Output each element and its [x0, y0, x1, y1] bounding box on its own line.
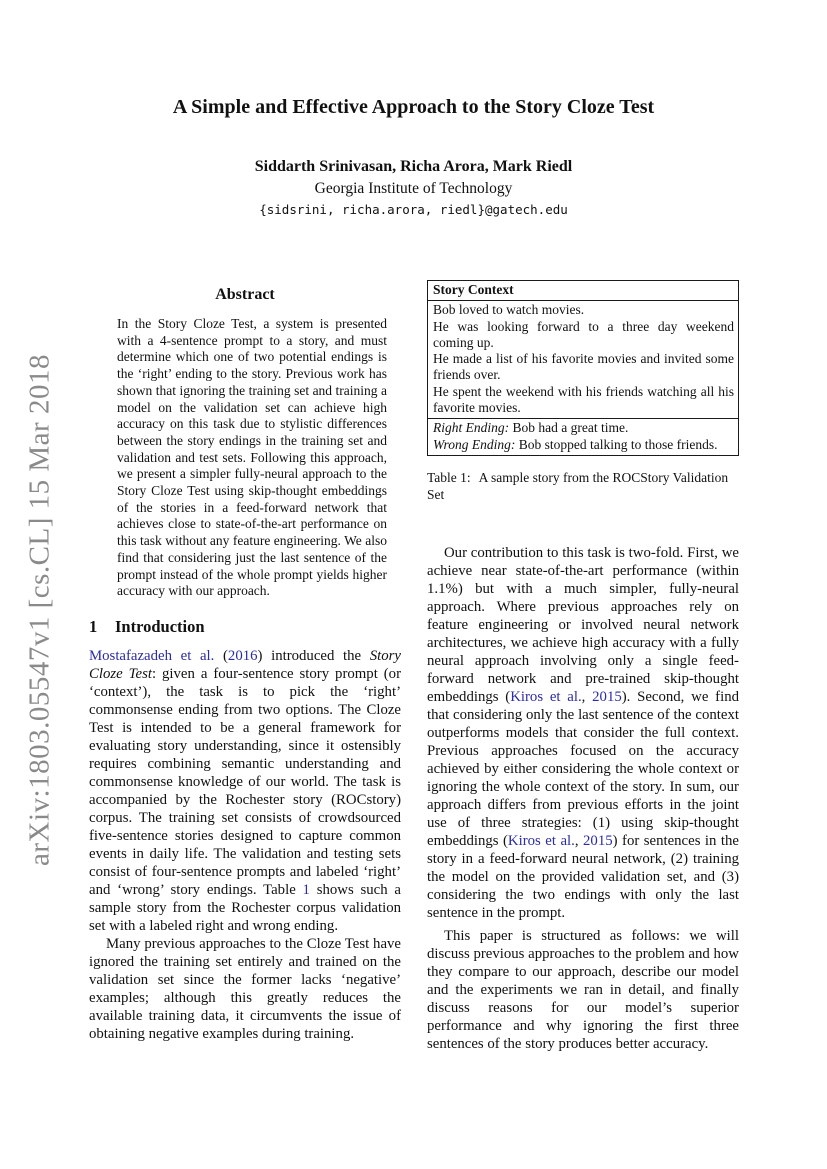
arxiv-stamp: arXiv:1803.05547v1 [cs.CL] 15 Mar 2018: [23, 354, 56, 866]
contribution-paragraph: [427, 544, 739, 922]
wrong-ending-text: Bob stopped talking to those friends.: [515, 436, 718, 452]
text-run: ,: [574, 832, 584, 849]
paper-structure-paragraph: This paper is structured as follows: we will discuss previous approaches to the problem and how they compare to our approach, describe our model and the experiments we ran in detail, and finally discuss reasons for our model’s superior performance and why ignoring the first three sentences of the story produces better accuracy.: [427, 927, 739, 1052]
text-run: Our contribution to this task is two-fold. First, we achieve near state-of-the-art performance (within 1.1%) but with a much simpler, fully-neural approach. Where previous approaches rely on feature engineering or involved neural network architectures, we achieve high accuracy with a fully neural approach involving only a single feed-forward network and pre-trained skip-thought embeddings (: [427, 544, 739, 705]
citation-kiros-link-2[interactable]: Kiros et al.: [507, 832, 575, 849]
citation-kiros-link-1[interactable]: Kiros et al.: [510, 688, 582, 705]
text-run: ) for sentences in the story in a feed-forward neural network, (2) training the model on the provided validation set, and (3) considering the two endings with only the last sentence in the prompt.: [427, 832, 739, 921]
paper-affiliation: Georgia Institute of Technology: [314, 180, 513, 197]
citation-2015-link-1[interactable]: 2015: [592, 688, 622, 705]
right-ending-label: Right Ending:: [433, 420, 510, 436]
abstract-heading: Abstract: [215, 286, 275, 303]
text-run: shows such a sample story from the Rochester corpus validation set with a labeled right and wrong ending.: [89, 881, 401, 934]
right-column: [427, 280, 739, 1053]
story-cloze-test-italic: Story Cloze Test: [89, 647, 401, 682]
paper-header: [0, 0, 827, 217]
section-heading-introduction: [89, 617, 401, 637]
section-title: Introduction: [115, 616, 205, 636]
paper-email: {sidsrini, richa.arora, riedl}@gatech.edu: [259, 202, 568, 217]
text-run: ) introduced the: [257, 647, 370, 664]
table-1-story-context: [428, 301, 738, 419]
table-1-reference-link[interactable]: 1: [302, 881, 310, 898]
table-1-caption-label: Table 1:: [427, 469, 471, 485]
story-sentence: He was looking forward to a three day weekend coming up.: [433, 318, 734, 350]
intro-paragraph-1: [89, 647, 401, 935]
right-ending-row: [433, 420, 734, 436]
text-run: ). Second, we find that considering only the last sentence of the context outperforms models that consider the full context. Previous approaches focused on the accuracy achieved by either considering the whole context or ignoring the whole context of the story. In sum, our approach differs from previous efforts in the joint use of three strategies: (1) using skip-thought embeddings (: [427, 688, 739, 849]
right-ending-text: Bob had a great time.: [509, 420, 629, 436]
abstract-text: In the Story Cloze Test, a system is presented with a 4-sentence prompt to a story, and must determine which one of two potential endings is the ‘right’ ending to the story. Previous work has shown that ignoring the training set and training a model on the validation set can achieve high accuracy on this task due to stylistic differences between the story endings in the training set and validation and test sets. Following this approach, we present a simpler fully-neural approach to the Story Cloze Test using skip-thought embeddings of the stories in a feed-forward network that achieves close to state-of-the-art performance on this task without any feature engineering. We also find that considering just the last sentence of the prompt instead of the whole prompt yields higher accuracy with our approach.: [117, 316, 387, 599]
table-1-endings: [428, 419, 738, 455]
two-column-body: [89, 280, 739, 1053]
story-sentence: He made a list of his favorite movies and invited some friends over.: [433, 351, 734, 383]
citation-2015-link-2[interactable]: 2015: [583, 832, 613, 849]
story-sentence: Bob loved to watch movies.: [433, 302, 585, 318]
wrong-ending-row: [433, 437, 734, 453]
table-1-caption: [427, 469, 739, 503]
citation-2016-link[interactable]: 2016: [227, 647, 258, 664]
section-number: 1: [89, 616, 98, 636]
text-run: (: [214, 647, 228, 664]
intro-paragraph-2: Many previous approaches to the Cloze Test have ignored the training set entirely and trained on the validation set since the former lacks ‘negative’ examples; although this greatly reduces the available training data, it circumvents the issue of obtaining negative examples during training.: [89, 935, 401, 1042]
story-sentence: He spent the weekend with his friends watching all his favorite movies.: [433, 383, 734, 416]
paper-title: A Simple and Effective Approach to the Story Cloze Test: [172, 96, 655, 118]
table-1-header: Story Context: [428, 281, 738, 301]
wrong-ending-label: Wrong Ending:: [433, 436, 516, 452]
text-run: ,: [581, 688, 593, 705]
paper-authors: Siddarth Srinivasan, Richa Arora, Mark Riedl: [254, 158, 573, 175]
text-run: : given a four-sentence story prompt (or ‘context’), the task is to pick the ‘right’ commonsense ending from two options. The Cloze Test is intended to be a general framework for evaluating story understanding, since it ostensibly requires combining semantic understanding and commonsense knowledge of our world. The task is accompanied by the Rochester story (ROCstory) corpus. The training set consists of crowdsourced five-sentence stories designed to capture common events in daily life. The validation and testing sets consist of four-sentence prompts and labeled ‘right’ and ‘wrong’ story endings. Table: [89, 665, 401, 898]
table-1: [427, 280, 739, 456]
left-column: [89, 280, 401, 1053]
citation-mostafazadeh-link[interactable]: Mostafazadeh et al.: [89, 647, 215, 664]
table-1-caption-text: A sample story from the ROCStory Validation Set: [427, 469, 729, 502]
